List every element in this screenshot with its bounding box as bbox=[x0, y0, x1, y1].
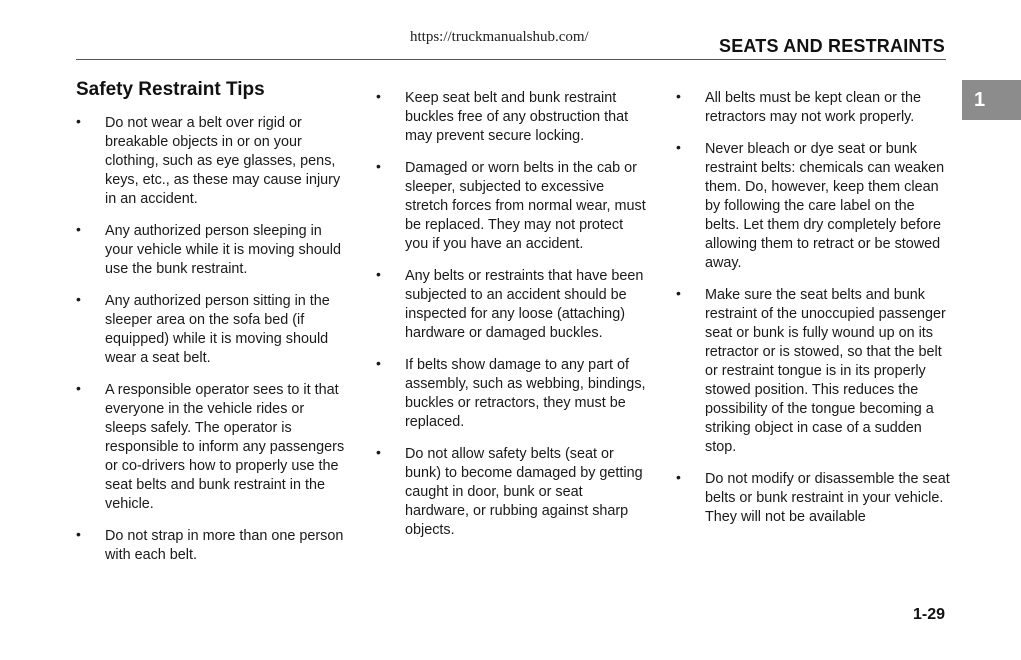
list-item bbox=[376, 356, 650, 432]
list-item-text: All belts must be kept clean or the retractors may not work properly. bbox=[705, 90, 921, 125]
bullet-icon: • bbox=[376, 266, 381, 282]
list-item bbox=[376, 159, 650, 254]
bullet-icon: • bbox=[76, 113, 81, 129]
list-item bbox=[76, 381, 346, 514]
bullet-list-1 bbox=[76, 114, 346, 565]
bullet-list-2 bbox=[376, 89, 650, 540]
list-item-text: Do not wear a belt over rigid or breakable objects in or on your clothing, such as eye glasses, pens, keys, etc., as these may cause injury in an accident. bbox=[105, 115, 341, 207]
list-item bbox=[76, 114, 346, 209]
bullet-icon: • bbox=[676, 285, 681, 301]
bullet-icon: • bbox=[376, 444, 381, 460]
bullet-icon: • bbox=[376, 88, 381, 104]
list-item bbox=[76, 292, 346, 368]
column-2 bbox=[376, 89, 650, 553]
section-title: SEATS AND RESTRAINTS bbox=[718, 36, 945, 56]
chapter-tab: 1 bbox=[962, 80, 1021, 120]
bullet-icon: • bbox=[676, 88, 681, 104]
list-item-text: Any authorized person sitting in the sleeper area on the sofa bed (if equipped) while it is moving should wear a seat belt. bbox=[105, 293, 330, 366]
list-item-text: Do not modify or disassemble the seat belts or bunk restraint in your vehicle. They will not be available bbox=[705, 471, 950, 525]
list-item-text: Do not allow safety belts (seat or bunk) to become damaged by getting caught in door, bunk or seat hardware, or rubbing against sharp objects. bbox=[405, 446, 643, 538]
bullet-icon: • bbox=[676, 469, 681, 485]
header-rule bbox=[76, 59, 946, 60]
list-item bbox=[676, 89, 950, 127]
list-item bbox=[676, 470, 950, 527]
bullet-list-3 bbox=[676, 89, 950, 527]
list-item-text: Make sure the seat belts and bunk restraint of the unoccupied passenger seat or bunk is fully wound up on its retractor or is stowed, so that the belt or restraint tongue is in its properly stowed position. This reduces the possibility of the tongue becoming a striking object in case of a sudden stop. bbox=[705, 287, 946, 455]
list-item-text: Never bleach or dye seat or bunk restraint belts: chemicals can weaken them. Do, however, keep them clean by following the care label on the belts. Let them dry completely before allowing them to retract or be stowed away. bbox=[705, 141, 945, 271]
column-3 bbox=[676, 89, 950, 540]
list-item-text: A responsible operator sees to it that everyone in the vehicle rides or sleeps safely. The operator is responsible to inform any passengers or co-drivers how to properly use the seat belts and bunk restraint in the vehicle. bbox=[105, 382, 345, 512]
list-item bbox=[676, 140, 950, 273]
bullet-icon: • bbox=[76, 526, 81, 542]
list-item bbox=[76, 527, 346, 565]
list-item-text: Keep seat belt and bunk restraint buckles free of any obstruction that may prevent secure locking. bbox=[405, 90, 629, 144]
page-number: 1-29 bbox=[912, 606, 945, 623]
list-item bbox=[376, 89, 650, 146]
bullet-icon: • bbox=[76, 380, 81, 396]
list-item-text: Any belts or restraints that have been subjected to an accident should be inspected for any loose (attaching) hardware or damaged buckles. bbox=[405, 268, 644, 341]
bullet-icon: • bbox=[676, 139, 681, 155]
bullet-icon: • bbox=[76, 221, 81, 237]
header-url: https://truckmanualshub.com/ bbox=[410, 29, 589, 45]
column-1 bbox=[76, 114, 346, 578]
list-item bbox=[676, 286, 950, 457]
list-item bbox=[76, 222, 346, 279]
list-item-text: Any authorized person sleeping in your vehicle while it is moving should use the bunk restraint. bbox=[105, 223, 341, 277]
list-item bbox=[376, 267, 650, 343]
list-item bbox=[376, 445, 650, 540]
list-item-text: Do not strap in more than one person with each belt. bbox=[105, 528, 344, 563]
bullet-icon: • bbox=[376, 355, 381, 371]
list-item-text: If belts show damage to any part of assembly, such as webbing, bindings, buckles or retractors, they must be replaced. bbox=[405, 357, 646, 430]
bullet-icon: • bbox=[376, 158, 381, 174]
page-heading: Safety Restraint Tips bbox=[76, 79, 265, 100]
list-item-text: Damaged or worn belts in the cab or sleeper, subjected to excessive stretch forces from normal wear, must be replaced. They may not protect you if you have an accident. bbox=[405, 160, 646, 252]
bullet-icon: • bbox=[76, 291, 81, 307]
